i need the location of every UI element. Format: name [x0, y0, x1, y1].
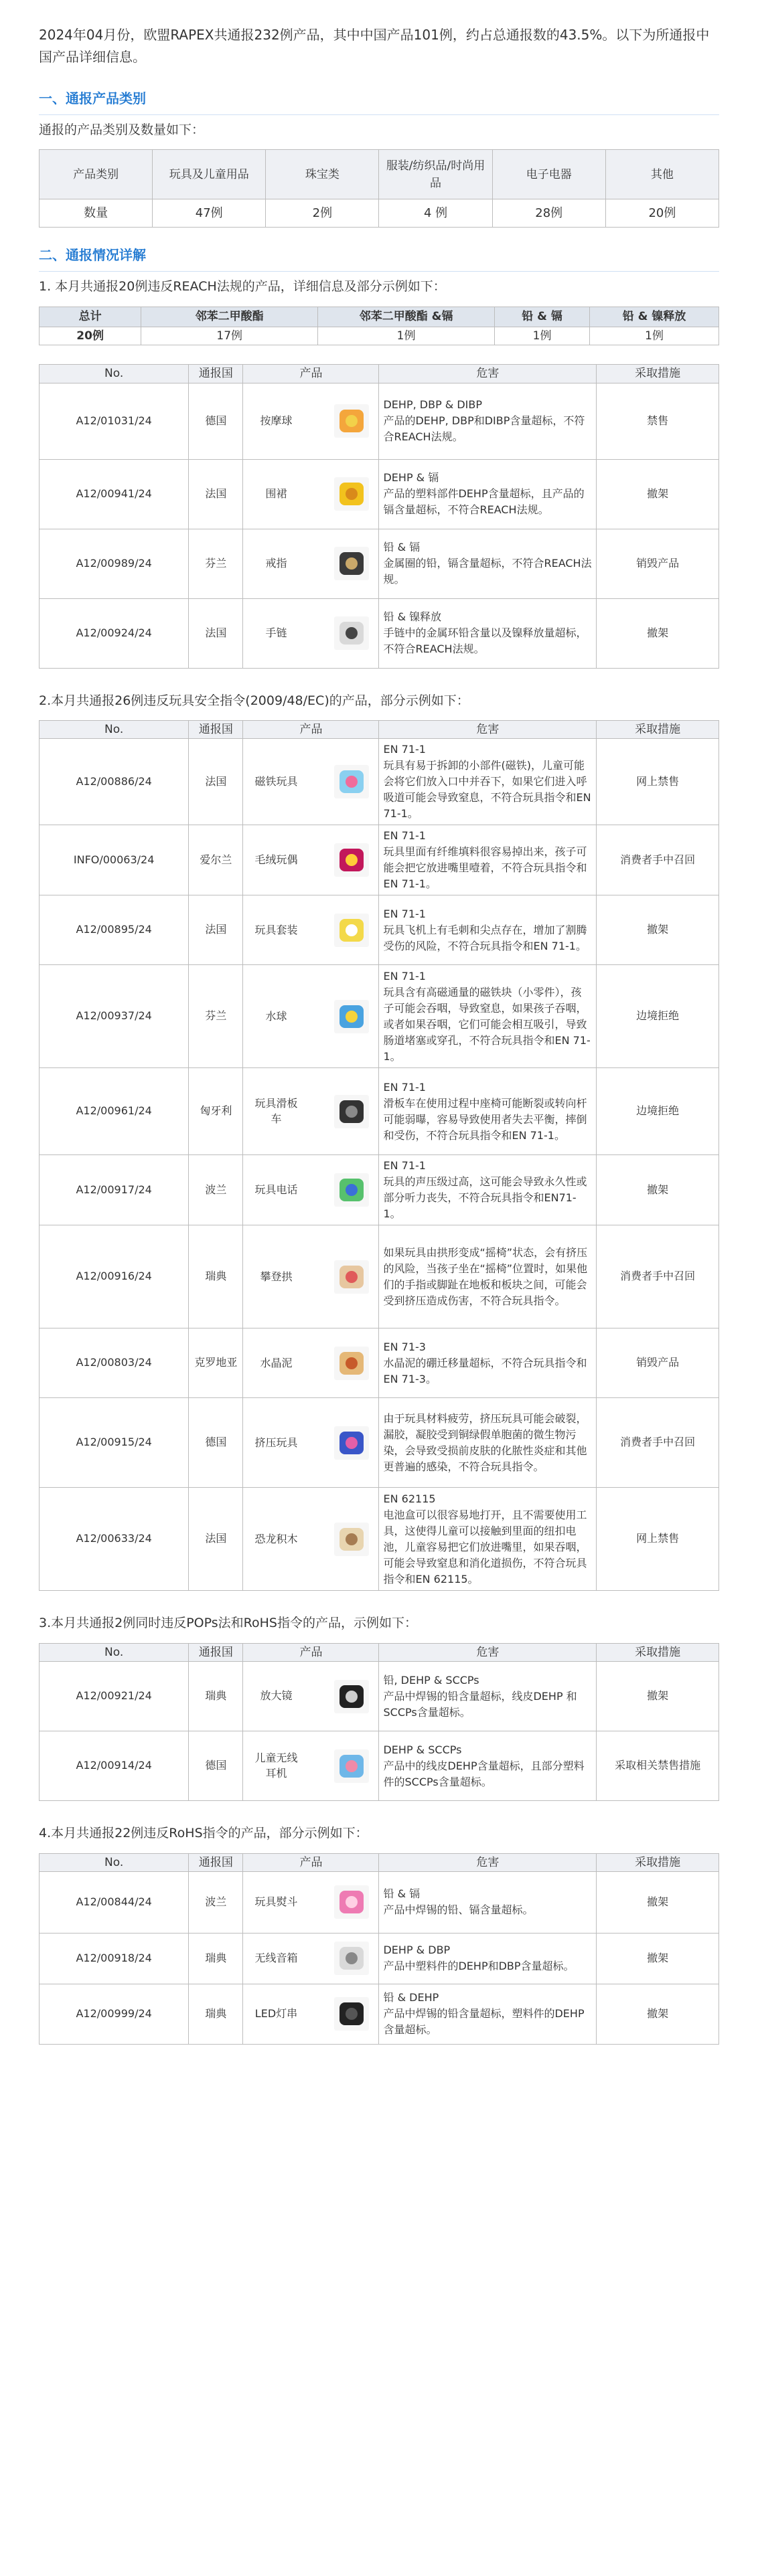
table-row	[40, 1155, 719, 1225]
reach-products-table	[39, 364, 719, 668]
hazard-description: 铅 & 镉 产品中焊锡的铅、镉含量超标。	[379, 1871, 597, 1933]
product-cell	[243, 1662, 379, 1731]
hazard-description: EN 71-1 玩具里面有纤维填料很容易掉出来，孩子可能会把它放进嘴里噎着，不符合玩具指令和EN 71-1。	[379, 825, 597, 895]
table-header-cell: 通报国	[189, 1853, 243, 1871]
table-header-cell: 采取措施	[597, 721, 719, 739]
table-row	[40, 965, 719, 1068]
product-cell-content	[247, 1347, 374, 1380]
notification-number: A12/00844/24	[40, 1871, 189, 1933]
product-cell-content	[247, 1426, 374, 1460]
section2-divider	[39, 271, 719, 272]
table-row	[40, 1068, 719, 1155]
product-photo	[334, 1997, 369, 2031]
hazard-description: 铅 & 镉 金属圈的铅，镉含量超标，不符合REACH法规。	[379, 529, 597, 598]
table-header-cell: 采取措施	[597, 1643, 719, 1661]
product-name: 戒指	[265, 556, 287, 570]
table-row	[40, 1933, 719, 1984]
hazard-description: DEHP & SCCPs 产品中的线皮DEHP含量超标，且部分塑料件的SCCPs含量超标。	[379, 1731, 597, 1801]
product-cell-content	[247, 1000, 374, 1033]
notifying-country: 法国	[189, 895, 243, 965]
product-photo	[334, 1942, 369, 1975]
product-cell	[243, 1155, 379, 1225]
product-photo	[334, 1260, 369, 1294]
product-photo	[334, 843, 369, 877]
table-row	[40, 1488, 719, 1591]
reach-summary-header	[40, 307, 719, 327]
hazard-description: EN 71-1 玩具有易于拆卸的小部件(磁铁)，儿童可能会将它们放入口中并吞下，如果它们进入呼吸道可能会导致窒息，不符合玩具指令和EN 71-1。	[379, 739, 597, 825]
product-photo	[334, 404, 369, 438]
hazard-description: 铅 & DEHP 产品中焊锡的铅含量超标，塑料件的DEHP含量超标。	[379, 1984, 597, 2044]
product-cell	[243, 1731, 379, 1801]
table-row	[40, 1871, 719, 1933]
product-cell	[243, 529, 379, 598]
product-cell-content	[247, 1095, 374, 1128]
measure-taken: 网上禁售	[597, 739, 719, 825]
notifying-country: 德国	[189, 383, 243, 459]
summary-total-cell: 20例	[40, 327, 141, 345]
product-cell	[243, 965, 379, 1068]
measure-taken: 禁售	[597, 383, 719, 459]
notifying-country: 法国	[189, 598, 243, 668]
measure-taken: 采取相关禁售措施	[597, 1731, 719, 1801]
product-cell-content	[247, 1173, 374, 1207]
product-cell-content	[247, 404, 374, 438]
notifying-country: 瑞典	[189, 1984, 243, 2044]
summary-cell: 17例	[141, 327, 318, 345]
pops-products-table	[39, 1643, 719, 1801]
table-header-cell: 通报国	[189, 1643, 243, 1661]
toys-products-table	[39, 720, 719, 1591]
hazard-description: EN 71-1 玩具飞机上有毛刺和尖点存在，增加了割腾受伤的风险，不符合玩具指令和EN 71-1。	[379, 895, 597, 965]
table-row	[40, 1398, 719, 1488]
product-photo	[334, 914, 369, 947]
category-count-cell: 数量	[40, 199, 153, 228]
rohs-products-table	[39, 1853, 719, 2045]
table-header-cell: 产品	[243, 1643, 379, 1661]
product-name: 玩具滑板车	[254, 1097, 298, 1125]
measure-taken: 撤架	[597, 1155, 719, 1225]
reach-summary-row	[40, 327, 719, 345]
product-cell-content	[247, 477, 374, 511]
product-cell	[243, 825, 379, 895]
summary-header-cell: 邻苯二甲酸酯	[141, 307, 318, 327]
product-cell	[243, 895, 379, 965]
product-photo	[334, 547, 369, 580]
notification-number: A12/00917/24	[40, 1155, 189, 1225]
product-photo	[334, 1426, 369, 1460]
hazard-description: 由于玩具材料疲劳，挤压玩具可能会破裂，漏胶，凝胶受到铜绿假单胞菌的微生物污染，会导致受损前皮肤的化脓性炎症和其他更普遍的感染，不符合玩具指令。	[379, 1398, 597, 1488]
product-cell-content	[247, 765, 374, 798]
notifying-country: 德国	[189, 1731, 243, 1801]
notification-number: A12/00924/24	[40, 598, 189, 668]
product-cell-content	[247, 914, 374, 947]
table-header-cell: 通报国	[189, 721, 243, 739]
product-name: LED灯串	[254, 2007, 298, 2021]
measure-taken: 撤架	[597, 1984, 719, 2044]
table-row	[40, 825, 719, 895]
product-cell-content	[247, 1260, 374, 1294]
notifying-country: 波兰	[189, 1871, 243, 1933]
product-photo	[334, 1173, 369, 1207]
measure-taken: 销毁产品	[597, 529, 719, 598]
table-row	[40, 739, 719, 825]
notification-number: A12/00921/24	[40, 1662, 189, 1731]
measure-taken: 边境拒绝	[597, 965, 719, 1068]
measure-taken: 网上禁售	[597, 1488, 719, 1591]
summary-cell: 1例	[495, 327, 590, 345]
table-header-cell: 产品	[243, 365, 379, 383]
category-header-cell: 玩具及儿童用品	[153, 150, 266, 199]
product-cell	[243, 1068, 379, 1155]
table-header-cell: No.	[40, 721, 189, 739]
pops-lead: 3.本月共通报2例同时违反POPs法和RoHS指令的产品，示例如下：	[39, 1616, 417, 1631]
category-count-cell: 2例	[266, 199, 379, 228]
measure-taken: 销毁产品	[597, 1328, 719, 1398]
product-photo	[334, 1347, 369, 1380]
notifying-country: 芬兰	[189, 529, 243, 598]
product-name: 按摩球	[260, 414, 293, 427]
product-cell	[243, 459, 379, 529]
notifying-country: 芬兰	[189, 965, 243, 1068]
table-header-row	[40, 721, 719, 739]
notification-number: A12/00916/24	[40, 1225, 189, 1328]
table-row	[40, 1984, 719, 2044]
category-count-cell: 47例	[153, 199, 266, 228]
notification-number: INFO/00063/24	[40, 825, 189, 895]
notification-number: A12/00918/24	[40, 1933, 189, 1984]
notification-number: A12/00914/24	[40, 1731, 189, 1801]
notifying-country: 法国	[189, 459, 243, 529]
summary-cell: 1例	[318, 327, 495, 345]
notifying-country: 瑞典	[189, 1662, 243, 1731]
notification-number: A12/01031/24	[40, 383, 189, 459]
product-photo	[334, 765, 369, 798]
measure-taken: 消费者手中召回	[597, 1398, 719, 1488]
product-name: 玩具套装	[254, 923, 298, 936]
table-header-cell: No.	[40, 1853, 189, 1871]
notification-number: A12/00803/24	[40, 1328, 189, 1398]
table-header-cell: 危害	[379, 1643, 597, 1661]
measure-taken: 消费者手中召回	[597, 1225, 719, 1328]
product-name: 围裙	[265, 487, 287, 500]
notification-number: A12/00895/24	[40, 895, 189, 965]
table-header-cell: 采取措施	[597, 365, 719, 383]
table-header-row	[40, 365, 719, 383]
notifying-country: 克罗地亚	[189, 1328, 243, 1398]
notification-number: A12/00937/24	[40, 965, 189, 1068]
hazard-description: EN 71-1 滑板车在使用过程中座椅可能断裂或转向杆可能弱曝，容易导致使用者失去平衡，摔倒和受伤，不符合玩具指令和EN 71-1。	[379, 1068, 597, 1155]
measure-taken: 边境拒绝	[597, 1068, 719, 1155]
product-name: 攀登拱	[260, 1270, 293, 1283]
notifying-country: 波兰	[189, 1155, 243, 1225]
intro-paragraph: 2024年04月份，欧盟RAPEX共通报232例产品，其中中国产品101例，约占总通报数的43.5%。以下为所通报中国产品详细信息。	[39, 27, 710, 65]
product-photo	[334, 616, 369, 650]
product-photo	[334, 1095, 369, 1128]
product-cell	[243, 739, 379, 825]
table-header-cell: 通报国	[189, 365, 243, 383]
hazard-description: EN 71-1 玩具的声压级过高，这可能会导致永久性或部分听力丧失，不符合玩具指令和EN71-1。	[379, 1155, 597, 1225]
section1-divider	[39, 114, 719, 115]
table-header-cell: 危害	[379, 1853, 597, 1871]
product-cell	[243, 383, 379, 459]
product-photo	[334, 1680, 369, 1713]
product-cell-content	[247, 547, 374, 580]
product-cell-content	[247, 1997, 374, 2031]
table-row	[40, 529, 719, 598]
product-cell-content	[247, 1523, 374, 1556]
measure-taken: 撤架	[597, 1662, 719, 1731]
product-name: 水球	[265, 1009, 287, 1023]
product-cell	[243, 1871, 379, 1933]
category-header-cell: 珠宝类	[266, 150, 379, 199]
toys-lead: 2.本月共通报26例违反玩具安全指令(2009/48/EC)的产品，部分示例如下：	[39, 693, 469, 708]
product-name: 无线音箱	[254, 1952, 298, 1965]
table-header-cell: 危害	[379, 721, 597, 739]
product-cell-content	[247, 1885, 374, 1919]
table-row	[40, 1731, 719, 1801]
category-header-cell: 服装/纺织品/时尚用品	[379, 150, 492, 199]
measure-taken: 撤架	[597, 459, 719, 529]
hazard-description: DEHP & 镉 产品的塑料部件DEHP含量超标，且产品的镉含量超标，不符合REACH法规。	[379, 459, 597, 529]
measure-taken: 撤架	[597, 895, 719, 965]
summary-header-cell: 邻苯二甲酸酯 &镉	[318, 307, 495, 327]
table-header-cell: 产品	[243, 721, 379, 739]
summary-header-cell: 总计	[40, 307, 141, 327]
product-name: 磁铁玩具	[254, 775, 298, 788]
measure-taken: 撤架	[597, 598, 719, 668]
category-header-cell: 其他	[605, 150, 718, 199]
hazard-description: 铅 & 镍释放 手链中的金属环铅含量以及镍释放量超标，不符合REACH法规。	[379, 598, 597, 668]
notifying-country: 瑞典	[189, 1225, 243, 1328]
product-cell-content	[247, 1942, 374, 1975]
notifying-country: 爱尔兰	[189, 825, 243, 895]
product-name: 挤压玩具	[254, 1436, 298, 1449]
notification-number: A12/00999/24	[40, 1984, 189, 2044]
reach-lead: 1. 本月共通报20例违反REACH法规的产品，详细信息及部分示例如下：	[39, 279, 446, 294]
product-name: 毛绒玩偶	[254, 853, 298, 867]
product-photo	[334, 1523, 369, 1556]
hazard-description: DEHP, DBP & DIBP 产品的DEHP, DBP和DIBP含量超标，不符合REACH法规。	[379, 383, 597, 459]
summary-header-cell: 铅 & 镍释放	[590, 307, 719, 327]
product-cell	[243, 1225, 379, 1328]
hazard-description: EN 71-1 玩具含有高磁通量的磁铁块（小零件），孩子可能会吞咽，导致窒息，如果孩子吞咽，或者如果吞咽，它们可能会相互吸引，导致肠道堵塞或穿孔，不符合玩具指令和EN 71-1。	[379, 965, 597, 1068]
category-count-cell: 28例	[492, 199, 605, 228]
table-header-cell: 产品	[243, 1853, 379, 1871]
product-photo	[334, 1749, 369, 1783]
product-name: 玩具熨斗	[254, 1895, 298, 1909]
notification-number: A12/00886/24	[40, 739, 189, 825]
table-row	[40, 1662, 719, 1731]
notification-number: A12/00961/24	[40, 1068, 189, 1155]
product-photo	[334, 477, 369, 511]
table-row	[40, 895, 719, 965]
table-header-cell: No.	[40, 1643, 189, 1661]
notifying-country: 瑞典	[189, 1933, 243, 1984]
product-cell	[243, 1933, 379, 1984]
notifying-country: 法国	[189, 739, 243, 825]
notifying-country: 匈牙利	[189, 1068, 243, 1155]
category-header-cell: 产品类别	[40, 150, 153, 199]
notifying-country: 法国	[189, 1488, 243, 1591]
table-row	[40, 598, 719, 668]
summary-header-cell: 铅 & 镉	[495, 307, 590, 327]
notification-number: A12/00941/24	[40, 459, 189, 529]
product-cell-content	[247, 1749, 374, 1783]
product-name: 恐龙积木	[254, 1532, 298, 1545]
table-header-cell: No.	[40, 365, 189, 383]
category-count-cell: 20例	[605, 199, 718, 228]
category-header-cell: 电子电器	[492, 150, 605, 199]
section2-heading: 二、通报情况详解	[39, 247, 146, 264]
reach-summary-table	[39, 307, 719, 345]
product-cell	[243, 1398, 379, 1488]
category-header-row	[40, 150, 719, 199]
product-photo	[334, 1885, 369, 1919]
table-header-cell: 危害	[379, 365, 597, 383]
hazard-description: EN 71-3 水晶泥的硼迁移量超标，不符合玩具指令和EN 71-3。	[379, 1328, 597, 1398]
product-name: 放大镜	[260, 1689, 293, 1703]
measure-taken: 撤架	[597, 1871, 719, 1933]
section1-heading: 一、通报产品类别	[39, 90, 146, 106]
product-cell-content	[247, 843, 374, 877]
notification-number: A12/00915/24	[40, 1398, 189, 1488]
table-header-cell: 采取措施	[597, 1853, 719, 1871]
table-row	[40, 459, 719, 529]
hazard-description: EN 62115 电池盒可以很容易地打开，且不需要使用工具，这使得儿童可以接触到里面的纽扣电池，儿童容易把它们放进嘴里，如果吞咽，可能会导致窒息和消化道损伤，不符合玩具指令和EN 62115。	[379, 1488, 597, 1591]
hazard-description: 铅, DEHP & SCCPs 产品中焊锡的铅含量超标，线皮DEHP 和SCCPs含量超标。	[379, 1662, 597, 1731]
table-header-row	[40, 1643, 719, 1661]
section1-lead: 通报的产品类别及数量如下：	[39, 122, 205, 137]
category-table	[39, 149, 719, 228]
product-cell	[243, 598, 379, 668]
product-cell-content	[247, 1680, 374, 1713]
product-photo	[334, 1000, 369, 1033]
rohs-lead: 4.本月共通报22例违反RoHS指令的产品，部分示例如下：	[39, 1826, 368, 1841]
product-cell	[243, 1984, 379, 2044]
product-cell-content	[247, 616, 374, 650]
table-row	[40, 1225, 719, 1328]
product-name: 手链	[265, 626, 287, 639]
hazard-description: 如果玩具由拱形变成“摇椅”状态，会有挤压的风险，当孩子坐在“摇椅”位置时，如果他们的手指或脚趾在地板和板块之间，可能会受到挤压造成伤害，不符合玩具指令。	[379, 1225, 597, 1328]
table-row	[40, 1328, 719, 1398]
measure-taken: 撤架	[597, 1933, 719, 1984]
product-name: 水晶泥	[260, 1356, 293, 1369]
product-cell	[243, 1328, 379, 1398]
table-row	[40, 383, 719, 459]
measure-taken: 消费者手中召回	[597, 825, 719, 895]
table-header-row	[40, 1853, 719, 1871]
hazard-description: DEHP & DBP 产品中塑料件的DEHP和DBP含量超标。	[379, 1933, 597, 1984]
notifying-country: 德国	[189, 1398, 243, 1488]
product-name: 玩具电话	[254, 1183, 298, 1197]
summary-cell: 1例	[590, 327, 719, 345]
category-count-cell: 4 例	[379, 199, 492, 228]
product-cell	[243, 1488, 379, 1591]
notification-number: A12/00633/24	[40, 1488, 189, 1591]
category-count-row	[40, 199, 719, 228]
product-name: 儿童无线耳机	[254, 1751, 298, 1780]
notification-number: A12/00989/24	[40, 529, 189, 598]
